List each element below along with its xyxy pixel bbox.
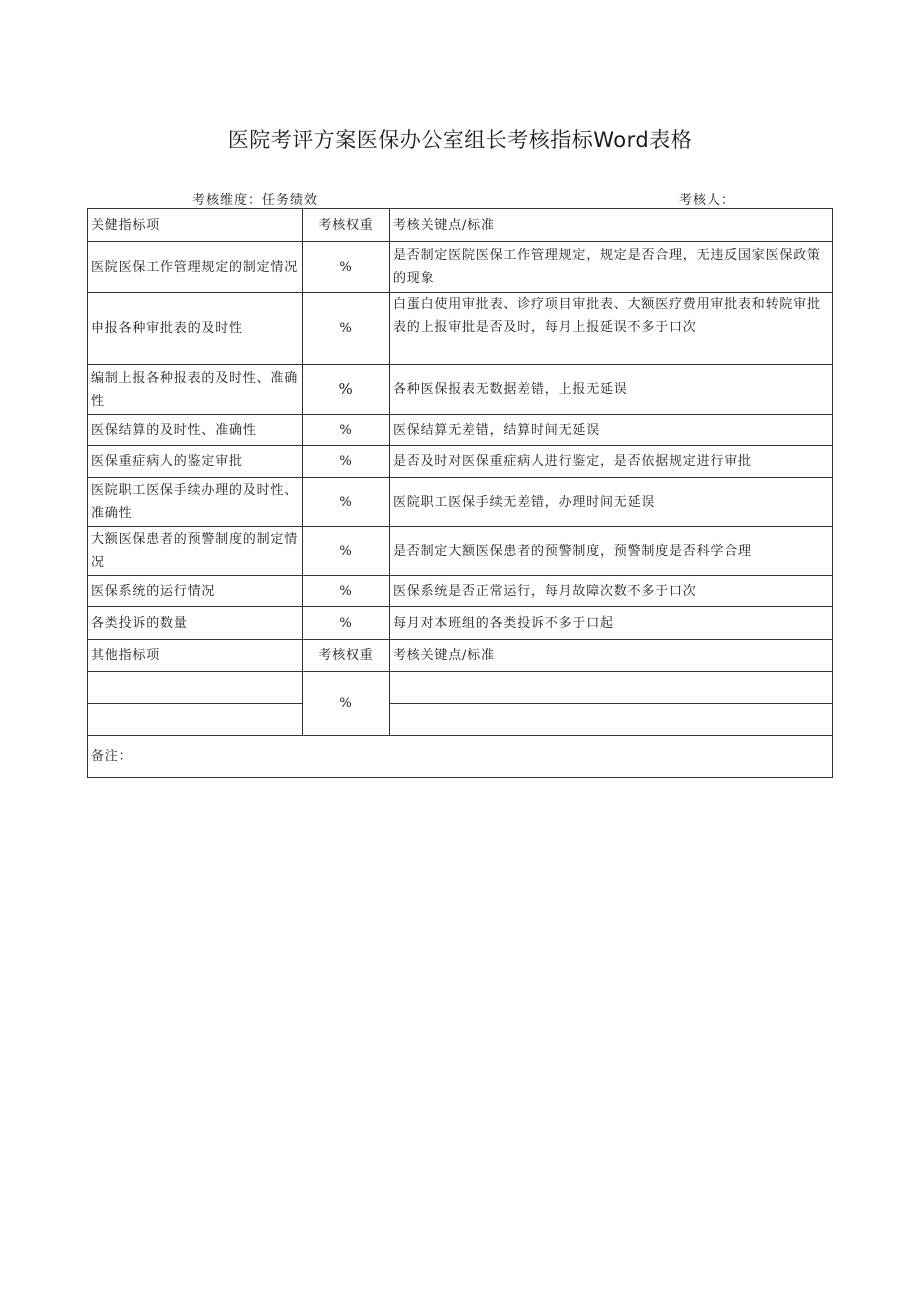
row-item: 各类投诉的数量 bbox=[88, 607, 303, 640]
row-standard: 是否制定医院医保工作管理规定，规定是否合理，无违反国家医保政策的现象 bbox=[390, 242, 833, 293]
other-weight: % bbox=[303, 672, 390, 736]
row-weight: % bbox=[303, 446, 390, 478]
row-standard: 医保系统是否正常运行，每月故障次数不多于口次 bbox=[390, 576, 833, 607]
header-standard: 考核关键点/标准 bbox=[390, 209, 833, 242]
row-weight: % bbox=[303, 242, 390, 293]
row-standard: 是否制定大额医保患者的预警制度，预警制度是否科学合理 bbox=[390, 527, 833, 576]
row-item: 医院医保工作管理规定的制定情况 bbox=[88, 242, 303, 293]
table-row bbox=[88, 415, 833, 446]
row-item: 大额医保患者的预警制度的制定情况 bbox=[88, 527, 303, 576]
table-row bbox=[88, 478, 833, 527]
header-item: 关健指标项 bbox=[88, 209, 303, 242]
row-standard: 医院职工医保手续无差错，办理时间无延误 bbox=[390, 478, 833, 527]
table-row bbox=[88, 607, 833, 640]
row-weight: % bbox=[303, 293, 390, 365]
page-title: 医院考评方案医保办公室组长考核指标Word表格 bbox=[227, 128, 693, 152]
row-standard: 白蛋白使用审批表、诊疗项目审批表、大额医疗费用审批表和转院审批表的上报审批是否及时，每月上报延误不多于口次 bbox=[390, 293, 833, 365]
row-weight: % bbox=[303, 478, 390, 527]
table-row bbox=[88, 365, 833, 415]
row-item: 申报各种审批表的及时性 bbox=[88, 293, 303, 365]
row-item: 编制上报各种报表的及时性、准确性 bbox=[88, 365, 303, 415]
row-weight: % bbox=[303, 365, 390, 415]
other-item-empty bbox=[88, 672, 303, 704]
row-weight: % bbox=[303, 527, 390, 576]
row-item: 医保结算的及时性、准确性 bbox=[88, 415, 303, 446]
assessment-dimension: 考核维度：任务绩效 bbox=[192, 193, 319, 208]
other-standard-empty bbox=[390, 672, 833, 704]
row-item: 医保重症病人的鉴定审批 bbox=[88, 446, 303, 478]
other-row-empty bbox=[88, 704, 833, 736]
other-item-empty bbox=[88, 704, 303, 736]
row-standard: 医保结算无差错，结算时间无延误 bbox=[390, 415, 833, 446]
row-standard: 每月对本班组的各类投诉不多于口起 bbox=[390, 607, 833, 640]
assessor-label: 考核人： bbox=[679, 193, 736, 208]
table-row bbox=[88, 446, 833, 478]
other-header-standard: 考核关键点/标准 bbox=[390, 640, 833, 672]
row-weight: % bbox=[303, 415, 390, 446]
other-standard-empty bbox=[390, 704, 833, 736]
table-row bbox=[88, 242, 833, 293]
header-weight: 考核权重 bbox=[303, 209, 390, 242]
table-row bbox=[88, 576, 833, 607]
row-item: 医保系统的运行情况 bbox=[88, 576, 303, 607]
table-row bbox=[88, 293, 833, 365]
other-header-item: 其他指标项 bbox=[88, 640, 303, 672]
other-header-row bbox=[88, 640, 833, 672]
row-weight: % bbox=[303, 607, 390, 640]
other-header-weight: 考核权重 bbox=[303, 640, 390, 672]
remark-label: 备注： bbox=[88, 736, 833, 778]
row-standard: 各种医保报表无数据差错，上报无延误 bbox=[390, 365, 833, 415]
table-header-row bbox=[88, 209, 833, 242]
table-row bbox=[88, 527, 833, 576]
row-standard: 是否及时对医保重症病人进行鉴定，是否依据规定进行审批 bbox=[390, 446, 833, 478]
other-row-empty bbox=[88, 672, 833, 704]
row-item: 医院职工医保手续办理的及时性、准确性 bbox=[88, 478, 303, 527]
row-weight: % bbox=[303, 576, 390, 607]
remark-row bbox=[88, 736, 833, 778]
kpi-table bbox=[87, 208, 833, 778]
